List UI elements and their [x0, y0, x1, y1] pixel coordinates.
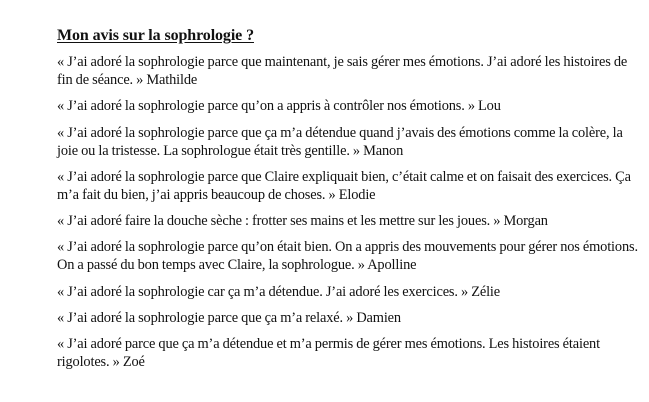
testimonial-text: « J’ai adoré faire la douche sèche : frotter ses mains et les mettre sur les joues. »: [57, 213, 501, 230]
testimonial-item: [57, 309, 642, 327]
testimonial-item: [57, 212, 642, 230]
testimonial-item: [57, 53, 642, 89]
testimonial-text: « J’ai adoré la sophrologie parce qu’on était bien. On a appris des mouvements pour gérer nos émotions. On a passé du bon temps avec Claire, la sophrologue. »: [57, 239, 638, 274]
testimonial-item: [57, 124, 642, 160]
testimonial-author: Zoé: [122, 354, 145, 371]
testimonial-list: [57, 53, 642, 380]
testimonial-author: Manon: [363, 142, 404, 159]
testimonial-text: « J’ai adoré la sophrologie parce que ça m’a relaxé. »: [57, 310, 354, 327]
testimonial-text: « J’ai adoré la sophrologie parce que maintenant, je sais gérer mes émotions. J’ai adoré les histoires de fin de séance. »: [57, 54, 628, 88]
page-title: Mon avis sur la sophrologie ?: [57, 27, 254, 44]
testimonial-item: [57, 168, 642, 204]
testimonial-item: [57, 335, 642, 371]
testimonial-item: [57, 97, 642, 115]
testimonial-author: Apolline: [367, 257, 417, 274]
testimonial-text: « J’ai adoré parce que ça m’a détendue et m’a permis de gérer mes émotions. Les histoires étaient rigolotes. »: [57, 336, 600, 371]
testimonial-author: Lou: [478, 98, 501, 115]
testimonial-author: Elodie: [338, 186, 376, 203]
testimonial-author: Damien: [356, 310, 401, 327]
testimonial-text: « J’ai adoré la sophrologie parce que Claire expliquait bien, c’était calme et on faisait des exercices. Ça m’a fait du bien, j’ai appris beaucoup de choses. »: [57, 168, 631, 203]
testimonial-author: Zélie: [471, 283, 500, 300]
testimonial-text: « J’ai adoré la sophrologie parce qu’on a appris à contrôler nos émotions. »: [57, 98, 475, 115]
testimonial-text: « J’ai adoré la sophrologie car ça m’a détendue. J’ai adoré les exercices. »: [57, 283, 469, 300]
testimonial-author: Mathilde: [146, 72, 198, 88]
testimonial-text: « J’ai adoré la sophrologie parce que ça m’a détendue quand j’avais des émotions comme la colère, la joie ou la tristesse. La sophrologue était très gentille. »: [57, 124, 623, 159]
testimonial-item: [57, 238, 642, 274]
testimonial-item: [57, 283, 642, 301]
testimonial-author: Morgan: [503, 213, 548, 230]
